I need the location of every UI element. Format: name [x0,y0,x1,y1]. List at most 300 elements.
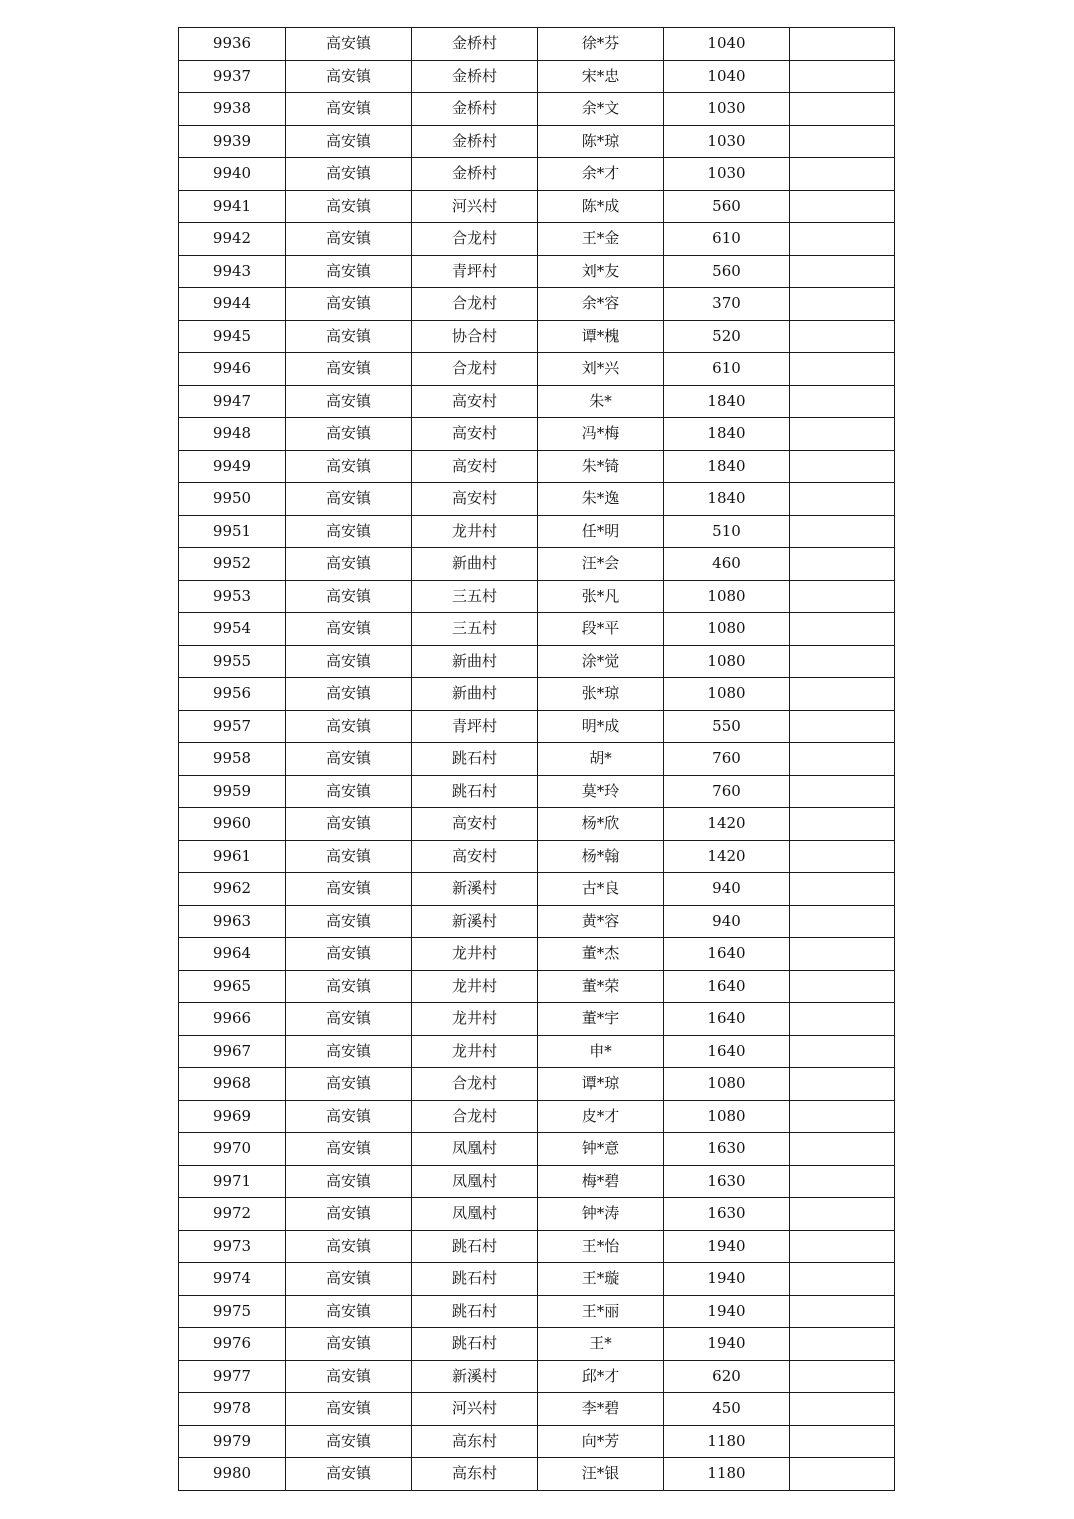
cell-village: 新溪村 [412,873,538,906]
cell-town: 高安镇 [286,60,412,93]
cell-name: 刘*兴 [538,353,664,386]
table-row [179,1100,895,1133]
cell-village: 合龙村 [412,1068,538,1101]
cell-amount: 760 [664,775,790,808]
cell-remark [790,613,895,646]
cell-serial-number: 9953 [179,580,286,613]
cell-town: 高安镇 [286,515,412,548]
cell-serial-number: 9975 [179,1295,286,1328]
cell-village: 合龙村 [412,1100,538,1133]
cell-serial-number: 9967 [179,1035,286,1068]
table-row [179,548,895,581]
cell-remark [790,1328,895,1361]
table-row [179,645,895,678]
cell-town: 高安镇 [286,840,412,873]
cell-amount: 1840 [664,418,790,451]
cell-amount: 1640 [664,1035,790,1068]
cell-village: 高安村 [412,418,538,451]
cell-name: 杨*翰 [538,840,664,873]
cell-serial-number: 9937 [179,60,286,93]
cell-name: 莫*玲 [538,775,664,808]
cell-serial-number: 9952 [179,548,286,581]
cell-name: 明*成 [538,710,664,743]
cell-remark [790,840,895,873]
cell-town: 高安镇 [286,450,412,483]
cell-town: 高安镇 [286,1165,412,1198]
table-row [179,743,895,776]
cell-amount: 1080 [664,580,790,613]
cell-remark [790,450,895,483]
cell-name: 申* [538,1035,664,1068]
table-row [179,1295,895,1328]
cell-name: 张*琼 [538,678,664,711]
cell-name: 杨*欣 [538,808,664,841]
cell-amount: 1640 [664,1003,790,1036]
cell-village: 龙井村 [412,970,538,1003]
cell-town: 高安镇 [286,1068,412,1101]
cell-town: 高安镇 [286,775,412,808]
cell-village: 高东村 [412,1458,538,1491]
cell-remark [790,125,895,158]
cell-name: 朱*锜 [538,450,664,483]
cell-remark [790,1133,895,1166]
cell-amount: 1030 [664,158,790,191]
table-row [179,288,895,321]
cell-town: 高安镇 [286,678,412,711]
cell-name: 余*才 [538,158,664,191]
cell-amount: 610 [664,223,790,256]
table-row [179,1458,895,1491]
cell-amount: 1940 [664,1230,790,1263]
cell-remark [790,743,895,776]
cell-amount: 1080 [664,645,790,678]
table-row [179,255,895,288]
table-row [179,775,895,808]
cell-amount: 1080 [664,678,790,711]
cell-village: 金桥村 [412,60,538,93]
cell-amount: 1630 [664,1133,790,1166]
cell-amount: 1630 [664,1165,790,1198]
cell-village: 龙井村 [412,515,538,548]
cell-town: 高安镇 [286,938,412,971]
cell-remark [790,905,895,938]
cell-town: 高安镇 [286,158,412,191]
cell-village: 跳石村 [412,1295,538,1328]
table-row [179,450,895,483]
cell-name: 陈*成 [538,190,664,223]
cell-amount: 1080 [664,613,790,646]
cell-name: 朱*逸 [538,483,664,516]
cell-name: 宋*忠 [538,60,664,93]
cell-remark [790,938,895,971]
cell-serial-number: 9941 [179,190,286,223]
cell-name: 李*碧 [538,1393,664,1426]
cell-serial-number: 9963 [179,905,286,938]
cell-amount: 460 [664,548,790,581]
cell-village: 跳石村 [412,1328,538,1361]
table-row [179,1198,895,1231]
cell-town: 高安镇 [286,385,412,418]
cell-town: 高安镇 [286,580,412,613]
cell-town: 高安镇 [286,1425,412,1458]
table-row [179,1230,895,1263]
cell-amount: 940 [664,873,790,906]
cell-remark [790,515,895,548]
cell-amount: 510 [664,515,790,548]
cell-name: 钟*涛 [538,1198,664,1231]
cell-amount: 450 [664,1393,790,1426]
cell-name: 汪*会 [538,548,664,581]
table-row [179,158,895,191]
table-row [179,1328,895,1361]
cell-village: 金桥村 [412,28,538,61]
cell-serial-number: 9950 [179,483,286,516]
cell-village: 跳石村 [412,775,538,808]
table-row [179,840,895,873]
cell-amount: 1840 [664,483,790,516]
cell-town: 高安镇 [286,1003,412,1036]
table-row [179,190,895,223]
cell-serial-number: 9959 [179,775,286,808]
cell-amount: 550 [664,710,790,743]
cell-village: 高安村 [412,450,538,483]
cell-remark [790,385,895,418]
table-row [179,1133,895,1166]
cell-village: 金桥村 [412,158,538,191]
cell-village: 河兴村 [412,190,538,223]
cell-serial-number: 9969 [179,1100,286,1133]
cell-amount: 1420 [664,840,790,873]
cell-serial-number: 9947 [179,385,286,418]
cell-remark [790,873,895,906]
cell-serial-number: 9956 [179,678,286,711]
cell-amount: 1030 [664,93,790,126]
cell-serial-number: 9943 [179,255,286,288]
cell-name: 汪*银 [538,1458,664,1491]
cell-serial-number: 9944 [179,288,286,321]
cell-remark [790,1458,895,1491]
cell-name: 陈*琼 [538,125,664,158]
cell-serial-number: 9976 [179,1328,286,1361]
cell-name: 任*明 [538,515,664,548]
cell-serial-number: 9948 [179,418,286,451]
cell-remark [790,1003,895,1036]
cell-village: 三五村 [412,613,538,646]
cell-serial-number: 9965 [179,970,286,1003]
cell-amount: 610 [664,353,790,386]
cell-serial-number: 9957 [179,710,286,743]
table-row [179,28,895,61]
table-row [179,223,895,256]
cell-serial-number: 9974 [179,1263,286,1296]
cell-village: 青坪村 [412,255,538,288]
cell-name: 董*荣 [538,970,664,1003]
cell-name: 张*凡 [538,580,664,613]
cell-amount: 760 [664,743,790,776]
table-row [179,1263,895,1296]
cell-serial-number: 9938 [179,93,286,126]
table-row [179,873,895,906]
cell-village: 协合村 [412,320,538,353]
cell-town: 高安镇 [286,1230,412,1263]
table-row [179,1393,895,1426]
cell-town: 高安镇 [286,1198,412,1231]
cell-serial-number: 9962 [179,873,286,906]
table-row [179,808,895,841]
cell-village: 河兴村 [412,1393,538,1426]
cell-village: 龙井村 [412,1035,538,1068]
cell-town: 高安镇 [286,28,412,61]
cell-remark [790,1263,895,1296]
table-row [179,1003,895,1036]
cell-village: 跳石村 [412,1230,538,1263]
cell-village: 高安村 [412,385,538,418]
cell-name: 谭*槐 [538,320,664,353]
table-row [179,580,895,613]
cell-name: 王*怡 [538,1230,664,1263]
cell-village: 三五村 [412,580,538,613]
cell-serial-number: 9945 [179,320,286,353]
cell-town: 高安镇 [286,483,412,516]
cell-name: 向*芳 [538,1425,664,1458]
cell-village: 凤凰村 [412,1198,538,1231]
cell-town: 高安镇 [286,320,412,353]
cell-amount: 1840 [664,450,790,483]
cell-name: 余*文 [538,93,664,126]
cell-amount: 1940 [664,1263,790,1296]
table-row [179,353,895,386]
cell-name: 董*宇 [538,1003,664,1036]
table-row [179,905,895,938]
cell-village: 跳石村 [412,743,538,776]
table-row [179,93,895,126]
cell-amount: 620 [664,1360,790,1393]
cell-remark [790,60,895,93]
table-row [179,1360,895,1393]
cell-serial-number: 9971 [179,1165,286,1198]
cell-remark [790,775,895,808]
cell-remark [790,190,895,223]
cell-town: 高安镇 [286,1035,412,1068]
cell-serial-number: 9979 [179,1425,286,1458]
cell-amount: 1640 [664,970,790,1003]
cell-village: 金桥村 [412,93,538,126]
cell-amount: 1630 [664,1198,790,1231]
cell-name: 王*金 [538,223,664,256]
cell-name: 黄*容 [538,905,664,938]
cell-amount: 1940 [664,1295,790,1328]
cell-amount: 1180 [664,1425,790,1458]
cell-town: 高安镇 [286,1393,412,1426]
cell-serial-number: 9940 [179,158,286,191]
cell-serial-number: 9954 [179,613,286,646]
cell-town: 高安镇 [286,808,412,841]
cell-village: 金桥村 [412,125,538,158]
cell-amount: 1030 [664,125,790,158]
cell-name: 涂*觉 [538,645,664,678]
cell-serial-number: 9936 [179,28,286,61]
cell-amount: 1080 [664,1100,790,1133]
cell-remark [790,353,895,386]
table-row [179,678,895,711]
cell-serial-number: 9942 [179,223,286,256]
cell-town: 高安镇 [286,1295,412,1328]
table-row [179,385,895,418]
cell-amount: 560 [664,255,790,288]
cell-village: 凤凰村 [412,1133,538,1166]
cell-name: 王*丽 [538,1295,664,1328]
table-row [179,613,895,646]
cell-village: 跳石村 [412,1263,538,1296]
cell-town: 高安镇 [286,1328,412,1361]
cell-amount: 1080 [664,1068,790,1101]
cell-town: 高安镇 [286,1458,412,1491]
cell-town: 高安镇 [286,970,412,1003]
cell-town: 高安镇 [286,905,412,938]
cell-remark [790,255,895,288]
cell-town: 高安镇 [286,223,412,256]
table-row [179,483,895,516]
cell-town: 高安镇 [286,1100,412,1133]
cell-amount: 1840 [664,385,790,418]
cell-remark [790,1295,895,1328]
cell-serial-number: 9946 [179,353,286,386]
cell-serial-number: 9968 [179,1068,286,1101]
table-row [179,1068,895,1101]
cell-remark [790,970,895,1003]
cell-amount: 940 [664,905,790,938]
cell-village: 新曲村 [412,678,538,711]
cell-remark [790,1165,895,1198]
cell-serial-number: 9977 [179,1360,286,1393]
table-row [179,970,895,1003]
cell-name: 冯*梅 [538,418,664,451]
cell-remark [790,1100,895,1133]
cell-village: 新溪村 [412,1360,538,1393]
cell-name: 朱* [538,385,664,418]
cell-remark [790,645,895,678]
cell-town: 高安镇 [286,125,412,158]
cell-remark [790,808,895,841]
cell-serial-number: 9939 [179,125,286,158]
cell-town: 高安镇 [286,353,412,386]
table-row [179,1035,895,1068]
cell-village: 高东村 [412,1425,538,1458]
cell-remark [790,1393,895,1426]
cell-remark [790,1068,895,1101]
cell-amount: 1640 [664,938,790,971]
cell-amount: 520 [664,320,790,353]
cell-remark [790,1360,895,1393]
table-row [179,1165,895,1198]
data-table [178,27,895,1491]
cell-name: 谭*琼 [538,1068,664,1101]
cell-town: 高安镇 [286,1263,412,1296]
cell-remark [790,580,895,613]
cell-village: 青坪村 [412,710,538,743]
table-row [179,938,895,971]
cell-amount: 1420 [664,808,790,841]
cell-town: 高安镇 [286,710,412,743]
table-row [179,418,895,451]
cell-remark [790,1425,895,1458]
cell-village: 合龙村 [412,288,538,321]
cell-name: 钟*意 [538,1133,664,1166]
cell-serial-number: 9973 [179,1230,286,1263]
cell-remark [790,1230,895,1263]
cell-serial-number: 9970 [179,1133,286,1166]
cell-name: 董*杰 [538,938,664,971]
cell-serial-number: 9978 [179,1393,286,1426]
cell-name: 余*容 [538,288,664,321]
cell-amount: 560 [664,190,790,223]
cell-name: 邱*才 [538,1360,664,1393]
cell-village: 合龙村 [412,353,538,386]
cell-amount: 1180 [664,1458,790,1491]
cell-name: 胡* [538,743,664,776]
cell-town: 高安镇 [286,1360,412,1393]
cell-village: 新溪村 [412,905,538,938]
cell-village: 新曲村 [412,645,538,678]
cell-serial-number: 9960 [179,808,286,841]
cell-name: 王* [538,1328,664,1361]
cell-remark [790,710,895,743]
cell-amount: 1040 [664,28,790,61]
cell-name: 王*璇 [538,1263,664,1296]
cell-name: 梅*碧 [538,1165,664,1198]
cell-remark [790,678,895,711]
cell-village: 高安村 [412,840,538,873]
cell-name: 古*良 [538,873,664,906]
cell-village: 龙井村 [412,938,538,971]
cell-remark [790,93,895,126]
cell-village: 合龙村 [412,223,538,256]
cell-town: 高安镇 [286,418,412,451]
cell-remark [790,418,895,451]
cell-name: 皮*才 [538,1100,664,1133]
cell-town: 高安镇 [286,255,412,288]
cell-amount: 1940 [664,1328,790,1361]
table-row [179,320,895,353]
cell-serial-number: 9958 [179,743,286,776]
cell-town: 高安镇 [286,190,412,223]
cell-town: 高安镇 [286,873,412,906]
cell-remark [790,158,895,191]
cell-town: 高安镇 [286,1133,412,1166]
cell-remark [790,320,895,353]
cell-serial-number: 9972 [179,1198,286,1231]
cell-amount: 370 [664,288,790,321]
cell-remark [790,1198,895,1231]
cell-serial-number: 9961 [179,840,286,873]
cell-village: 高安村 [412,808,538,841]
cell-serial-number: 9964 [179,938,286,971]
cell-serial-number: 9951 [179,515,286,548]
cell-amount: 1040 [664,60,790,93]
cell-town: 高安镇 [286,93,412,126]
cell-village: 龙井村 [412,1003,538,1036]
cell-remark [790,223,895,256]
cell-town: 高安镇 [286,743,412,776]
cell-serial-number: 9966 [179,1003,286,1036]
table-row [179,60,895,93]
table-body [179,28,895,1491]
cell-name: 刘*友 [538,255,664,288]
cell-name: 段*平 [538,613,664,646]
cell-remark [790,28,895,61]
cell-town: 高安镇 [286,548,412,581]
table-row [179,125,895,158]
